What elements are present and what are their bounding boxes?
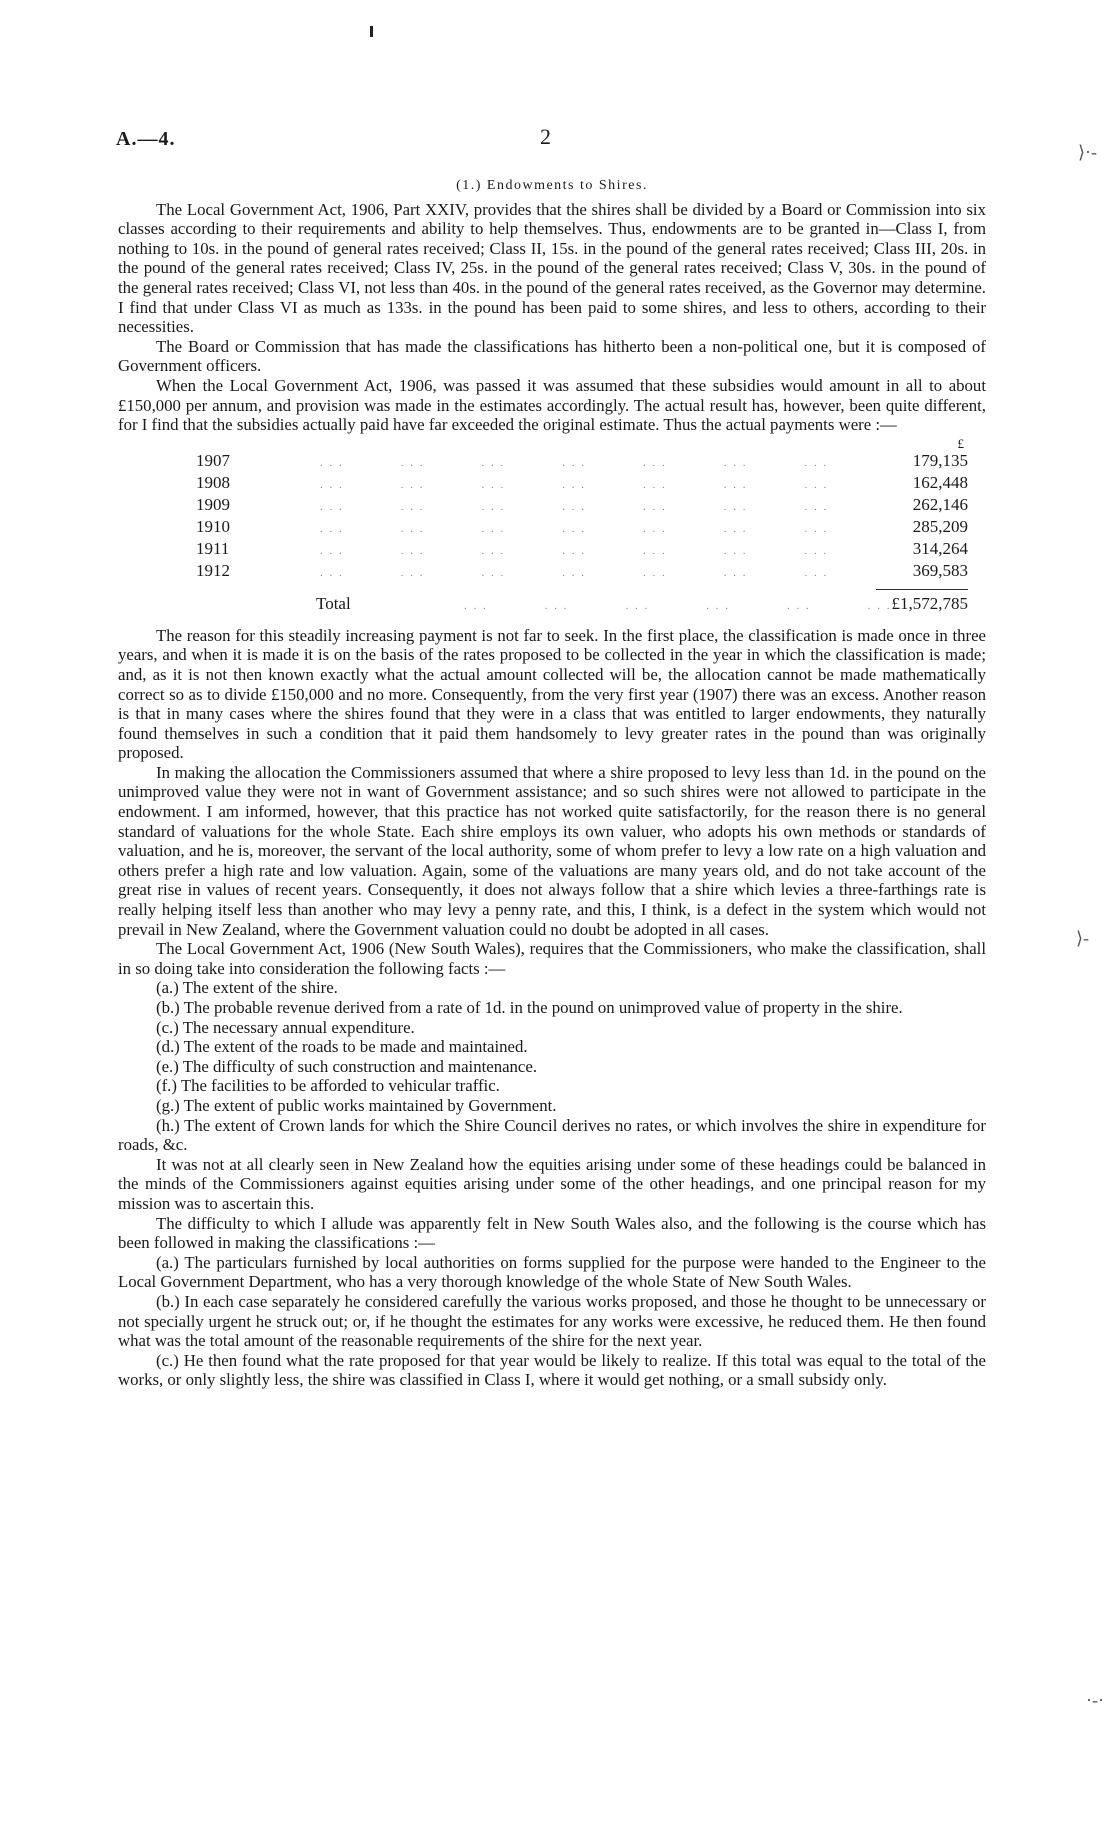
table-row <box>118 539 986 561</box>
leader-dots: . . . . . . . . . . . . . . . . . . . . . <box>320 478 829 491</box>
document-body <box>118 176 986 1390</box>
paragraph: When the Local Government Act, 1906, was passed it was assumed that these subsidies would amount in all to about £150,000 per annum, and provision was made in the estimates accordingly. The actual result has, however, been quite different, for I find that the subsidies actually paid have far exceeded the original estimate. Thus the actual payments were :— <box>118 375 986 435</box>
amount-cell: 262,146 <box>912 494 968 514</box>
paragraph: It was not at all clearly seen in New Zealand how the equities arising under some of these headings could be balanced in the minds of the Commissioners against equities arising under some of the other headings, and one principal reason for my mission was to ascertain this. <box>118 1154 986 1213</box>
year-cell: 1910 <box>196 516 230 536</box>
amount-cell: 369,583 <box>912 560 968 580</box>
paragraph: The difficulty to which I allude was apparently felt in New South Wales also, and the following is the course which has been followed in making the classifications :— <box>118 1213 986 1253</box>
paragraph: The Local Government Act, 1906 (New South Wales), requires that the Commissioners, who make the classification, shall in so doing take into consideration the following facts :— <box>118 939 986 978</box>
payments-table <box>118 437 986 616</box>
year-cell: 1911 <box>196 538 230 558</box>
margin-mark: ⟩- <box>1076 928 1090 948</box>
spacer <box>118 616 986 626</box>
sum-rule <box>876 589 968 590</box>
year-cell: 1907 <box>196 450 230 470</box>
list-item: (e.) The difficulty of such construction and maintenance. <box>156 1056 538 1076</box>
amount-cell: 314,264 <box>912 538 968 558</box>
list-item: (a.) The extent of the shire. <box>156 978 338 998</box>
margin-mark: ⟩·- <box>1078 142 1098 162</box>
amount-cell: 162,448 <box>912 472 968 492</box>
list-item: (b.) The probable revenue derived from a rate of 1d. in the pound on unimproved value of property in the shire. <box>156 998 903 1017</box>
list-item: (a.) The particulars furnished by local authorities on forms supplied for the purpose were handed to the Engineer to the Local Government Department, who has a very thorough knowledge of the whole State of New South Wales. <box>118 1252 986 1292</box>
list-item: (f.) The facilities to be afforded to vehicular traffic. <box>156 1076 500 1096</box>
leader-dots: . . . . . . . . . . . . . . . . . . <box>464 599 892 612</box>
currency-header: £ <box>957 435 964 451</box>
paragraph: The Board or Commission that has made the classifications has hitherto been a non-political one, but it is composed of Government officers. <box>118 336 986 376</box>
section-heading: (1.) Endowments to Shires. <box>456 178 648 193</box>
table-row <box>118 451 986 473</box>
year-cell: 1912 <box>196 560 230 580</box>
leader-dots: . . . . . . . . . . . . . . . . . . . . . <box>320 456 829 469</box>
amount-cell: 179,135 <box>912 450 968 470</box>
table-row <box>118 495 986 517</box>
scan-mark <box>370 26 373 37</box>
leader-dots: . . . . . . . . . . . . . . . . . . . . . <box>320 522 829 535</box>
list-item: (c.) The necessary annual expenditure. <box>156 1017 415 1037</box>
total-label: Total <box>316 593 351 613</box>
list-item: (h.) The extent of Crown lands for which the Shire Council derives no rates, or which involves the shire in expenditure for roads, &c. <box>118 1115 986 1155</box>
leader-dots: . . . . . . . . . . . . . . . . . . . . . <box>320 544 829 557</box>
total-amount: £1,572,785 <box>891 593 968 613</box>
list-item: (g.) The extent of public works maintained by Government. <box>156 1095 557 1115</box>
paragraph: The reason for this steadily increasing payment is not far to seek. In the first place, the classification is made once in three years, and when it is made it is on the basis of the rates proposed to be collected in the year in which the classification is made; and, as it is not then known exactly what the actual amount collected will be, the allocation cannot be made mathematically correct so as to divide £150,000 and no more. Consequently, from the very first year (1907) there was an excess. Another reason is that in many cases where the shires found that they were in a class that was entitled to larger endowments, they naturally found themselves in such a condition that it paid them handsomely to levy greater rates in the pound than was originally proposed. <box>118 625 986 763</box>
paragraph: In making the allocation the Commissioners assumed that where a shire proposed to levy less than 1d. in the pound on the unimproved value they were not in want of Government assistance; and so such shires were not allowed to participate in the endowment. I am informed, however, that this practice has not worked quite satisfactorily, for the reason there is no general standard of valuations for the whole State. Each shire employs its own valuer, who adopts his own methods or standards of valuation, and he is, moreover, the servant of the local authority, some of whom prefer to levy a low rate on a high valuation and others prefer a high rate and low valuation. Again, some of the valuations are many years old, and do not take account of the great rise in values of recent years. Consequently, it does not always follow that a shire which levies a three-farthings rate is really helping itself less than another who may levy a penny rate, and this, I think, is a defect in the system which would not prevail in New Zealand, where the Government valuation could no doubt be adopted in all cases. <box>118 762 986 939</box>
page-number: 2 <box>540 124 551 149</box>
table-row <box>118 517 986 539</box>
list-item: (c.) He then found what the rate proposed for that year would be likely to realize. If this total was equal to the total of the works, or only slightly less, the shire was classified in Class I, where it would get nothing, or a small subsidy only. <box>118 1350 986 1390</box>
total-row <box>118 594 986 616</box>
margin-mark: ·-· <box>1086 1690 1104 1710</box>
year-cell: 1908 <box>196 472 230 492</box>
document-reference: A.—4. <box>116 128 176 150</box>
leader-dots: . . . . . . . . . . . . . . . . . . . . . <box>320 500 829 513</box>
table-row <box>118 561 986 583</box>
list-item: (b.) In each case separately he considered carefully the various works proposed, and those he thought to be unnecessary or not specially urgent he struck out; or, if he thought the estimates for any works were excessive, he reduced them. He then found what was the total amount of the reasonable requirements of the shire for the next year. <box>118 1291 986 1351</box>
list-item: (d.) The extent of the roads to be made and maintained. <box>156 1037 528 1057</box>
paragraph: The Local Government Act, 1906, Part XXIV, provides that the shires shall be divided by a Board or Commission into six classes according to their requirements and ability to help themselves. Thus, endowments are to be granted in—Class I, from nothing to 10s. in the pound of general rates received; Class II, 15s. in the pound of the general rates received; Class III, 20s. in the pound of the general rates received; Class IV, 25s. in the pound of the general rates received; Class V, 30s. in the pound of the general rates received; Class VI, not less than 40s. in the pound of the general rates received, as the Governor may determine. I find that under Class VI as much as 133s. in the pound has been paid to some shires, and less to others, according to their necessities. <box>118 199 986 337</box>
amount-cell: 285,209 <box>912 516 968 536</box>
table-row <box>118 473 986 495</box>
year-cell: 1909 <box>196 494 230 514</box>
leader-dots: . . . . . . . . . . . . . . . . . . . . . <box>320 566 829 579</box>
